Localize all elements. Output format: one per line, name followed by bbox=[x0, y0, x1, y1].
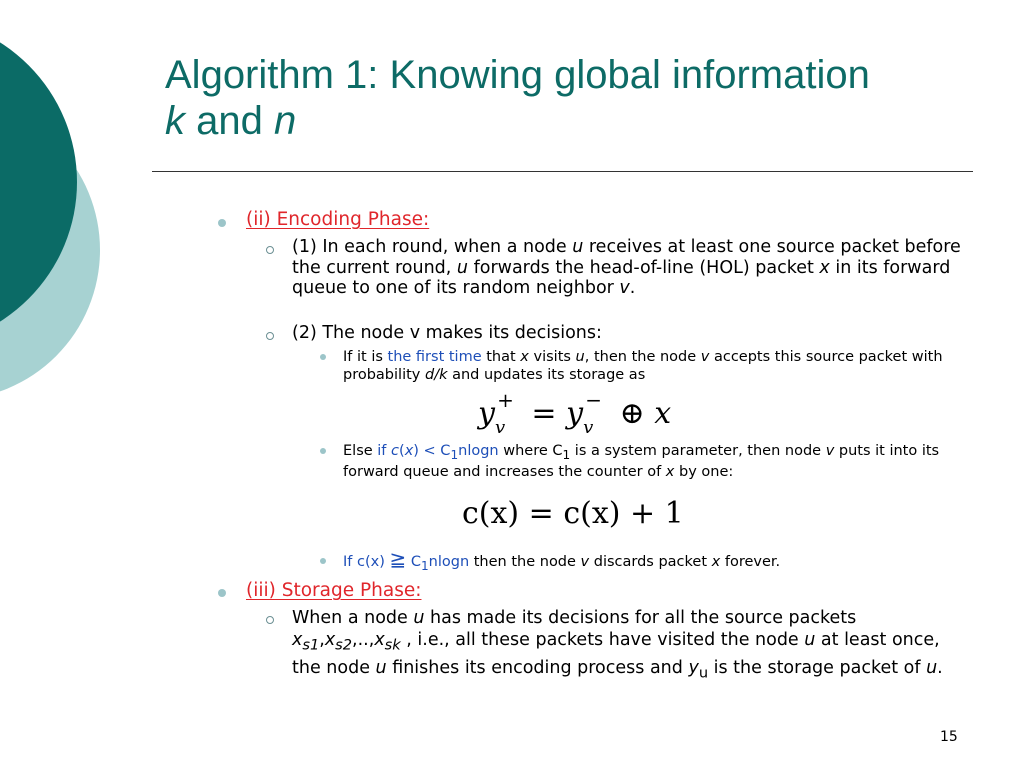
title-divider bbox=[152, 171, 973, 172]
encoding-item-2: (2) The node v makes its decisions: bbox=[292, 323, 602, 343]
case-else-counter: Else if $c(x) < C_1nlogn$ where $C_1$ is a system parameter, then node v puts it into its forward queue and increases the counter of x by one: bbox=[343, 443, 940, 481]
bullet-level3 bbox=[320, 448, 326, 454]
slide-title: Algorithm 1: Knowing global information k and n bbox=[165, 53, 870, 143]
bullet-level2 bbox=[266, 616, 274, 624]
bullet-level3 bbox=[320, 558, 326, 564]
storage-phase-heading: (iii) Storage Phase: bbox=[246, 580, 422, 601]
formula-storage-update: $y_v^+ = y_v^-$ ⊕ x bbox=[478, 388, 672, 438]
bullet-level1 bbox=[218, 589, 226, 597]
bullet-level3 bbox=[320, 354, 326, 360]
encoding-item-1: (1) In each round, when a node u receives at least one source packet before the current round, u forwards the head-of-line (HOL) packet x in its forward queue to one of its random neighbor v. bbox=[292, 237, 961, 298]
bullet-level2 bbox=[266, 332, 274, 340]
page-number: 15 bbox=[940, 729, 958, 745]
bullet-level1 bbox=[218, 219, 226, 227]
case-first-visit: If it is the first time that x visits u, then the node v accepts this source packet with probability d/k and updates its storage as bbox=[343, 349, 943, 383]
formula-counter-increment: c(x) = c(x) + 1 bbox=[462, 496, 684, 531]
storage-item: When a node u has made its decisions for all the source packets $x_{s1},x_{s2},..,x_{sk}$ , i.e., all these packets have visited the node u at least once, the node u finishes its encoding process and $y_u$ is the storage packet of u. bbox=[292, 608, 943, 681]
encoding-phase-heading: (ii) Encoding Phase: bbox=[246, 209, 430, 230]
case-discard: If c(x) ≧ $C_1nlogn$ then the node v discards packet x forever. bbox=[343, 547, 781, 573]
bullet-level2 bbox=[266, 246, 274, 254]
